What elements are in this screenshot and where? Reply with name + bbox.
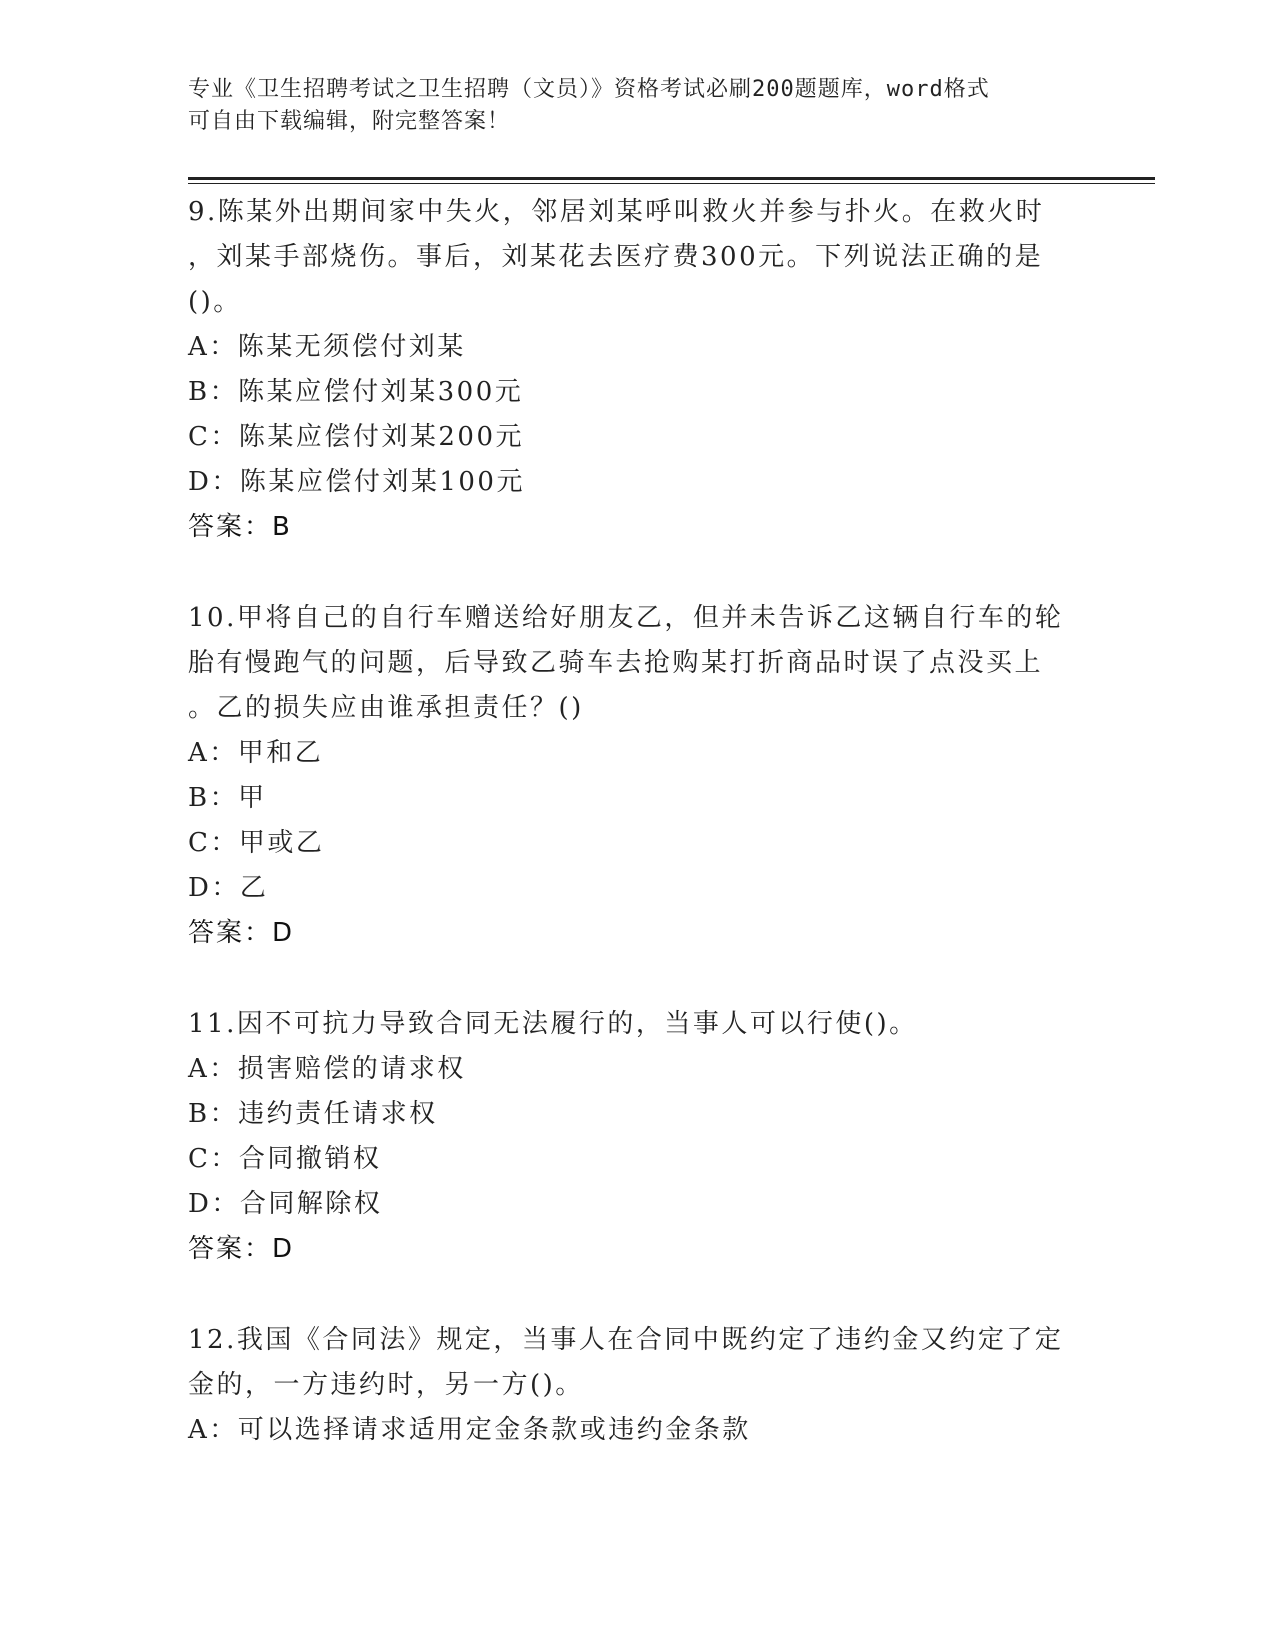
option-a: A：陈某无须偿付刘某 [188,332,466,362]
option-d: D：乙 [188,873,269,903]
option-d: D：陈某应偿付刘某100元 [188,467,525,497]
question-text-line: 12.我国《合同法》规定，当事人在合同中既约定了违约金又约定了定 [188,1325,1064,1355]
question-list [188,190,1088,1453]
question-text-line: ()。 [188,287,242,317]
option-a: A：损害赔偿的请求权 [188,1054,466,1084]
header-divider-thick [188,177,1155,180]
document-header [188,74,1068,138]
option-b: B：陈某应偿付刘某300元 [188,377,524,407]
question-block [188,1318,1088,1453]
option-a: A：甲和乙 [188,738,324,768]
question-text-line: 金的，一方违约时，另一方()。 [188,1370,584,1400]
question-text-line: 9.陈某外出期间家中失火，邻居刘某呼叫救火并参与扑火。在救火时 [188,197,1045,227]
question-block [188,190,1088,550]
option-b: B：违约责任请求权 [188,1099,438,1129]
option-d: D：合同解除权 [188,1189,383,1219]
option-c: C：陈某应偿付刘某200元 [188,422,525,452]
question-text-line: 11.因不可抗力导致合同无法履行的，当事人可以行使()。 [188,1009,918,1039]
header-line-2: 可自由下载编辑，附完整答案！ [188,109,511,134]
question-text-line: 。乙的损失应由谁承担责任？() [188,693,584,723]
header-divider-thin [188,183,1155,184]
header-line-1: 专业《卫生招聘考试之卫生招聘（文员）》资格考试必刷200题题库，word格式 [188,77,990,102]
answer-line: 答案：D [188,918,295,948]
option-c: C：合同撤销权 [188,1144,382,1174]
answer-line: 答案：D [188,1234,295,1264]
question-block [188,1002,1088,1272]
question-text-line: ，刘某手部烧伤。事后，刘某花去医疗费300元。下列说法正确的是 [188,242,1044,272]
question-block [188,596,1088,956]
spacer [188,956,1088,1002]
question-text-line: 10.甲将自己的自行车赠送给好朋友乙，但并未告诉乙这辆自行车的轮 [188,603,1064,633]
question-text-line: 胎有慢跑气的问题，后导致乙骑车去抢购某打折商品时误了点没买上 [188,648,1044,678]
answer-line: 答案：B [188,512,292,542]
option-a: A：可以选择请求适用定金条款或违约金条款 [188,1415,751,1445]
option-c: C：甲或乙 [188,828,325,858]
option-b: B：甲 [188,783,267,813]
spacer [188,550,1088,596]
spacer [188,1272,1088,1318]
